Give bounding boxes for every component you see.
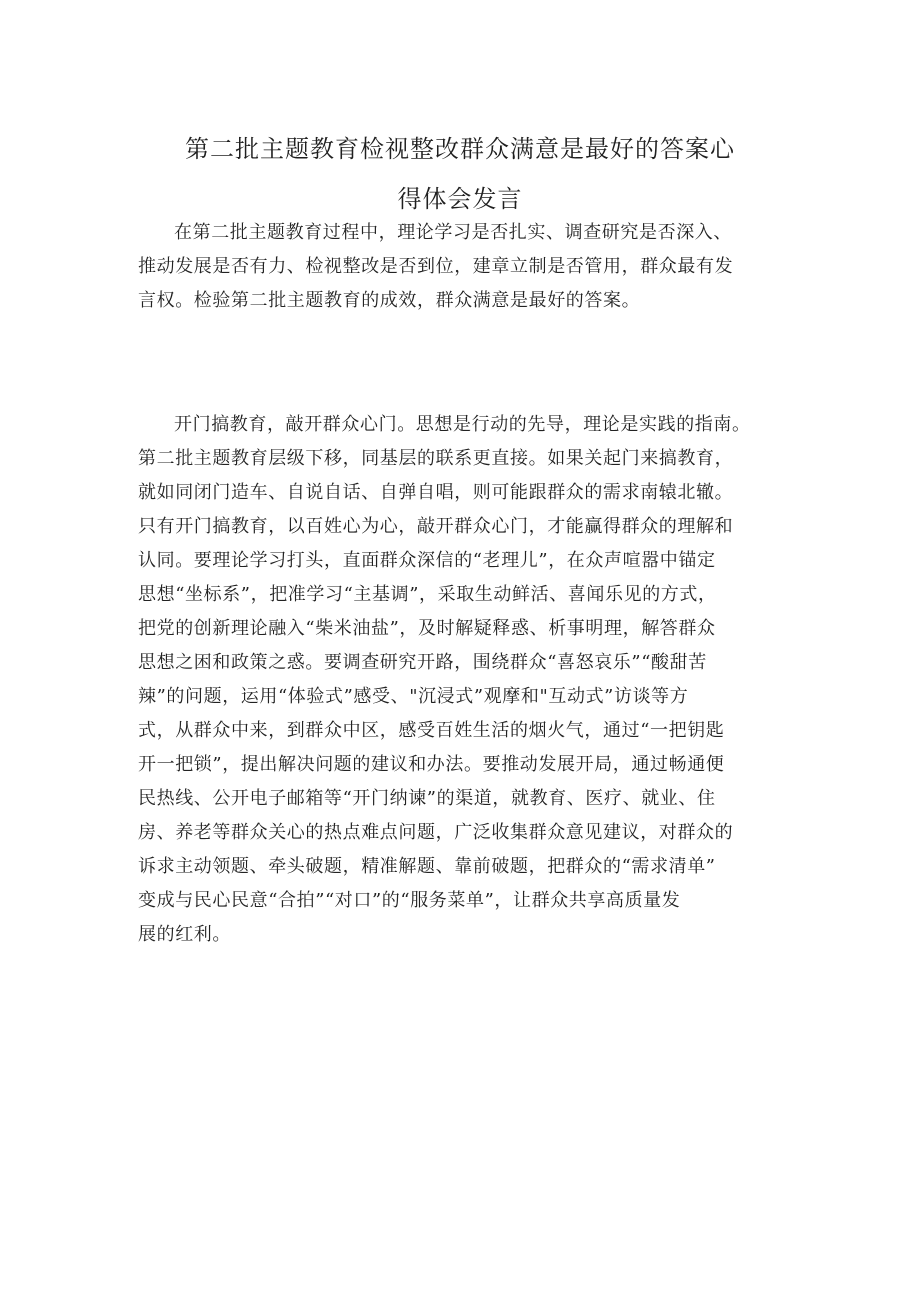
paragraph-2-line: 开门搞教育，敲开群众心门。思想是行动的先导，理论是实践的指南。 (174, 414, 751, 435)
paragraph-2 (138, 408, 798, 952)
paragraph-2-line: 只有开门搞教育，以百姓心为心，敲开群众心门，才能赢得群众的理解和 (138, 516, 734, 537)
paragraph-2-line: 认同。要理论学习打头，直面群众深信的“老理儿”，在众声喧嚣中锚定 (138, 550, 716, 571)
paragraph-2-line: 辣”的问题，运用“体验式”感受、"沉浸式”观摩和"互动式”访谈等方 (138, 686, 689, 707)
paragraph-2-line: 第二批主题教育层级下移，同基层的联系更直接。如果关起门来搞教育， (138, 448, 734, 469)
paragraph-2-line: 民热线、公开电子邮箱等“开门纳谏”的渠道，就教育、医疗、就业、住 (138, 788, 716, 809)
paragraph-2-line: 开一把锁”，提出解决问题的建议和办法。要推动发展开局，通过畅通便 (138, 754, 725, 775)
paragraph-2-line: 房、养老等群众关心的热点难点问题，广泛收集群众意见建议，对群众的 (138, 822, 734, 843)
paragraph-2-line: 诉求主动领题、牵头破题，精准解题、靠前破题，把群众的“需求清单” (138, 856, 716, 877)
paragraph-2-line: 思想之困和政策之惑。要调查研究开路，围绕群众“喜怒哀乐”“酸甜苦 (138, 652, 707, 673)
paragraph-2-line: 展的红利。 (138, 924, 231, 945)
paragraph-1-line: 在第二批主题教育过程中，理论学习是否扎实、调查研究是否深入、 (174, 222, 732, 243)
paragraph-1-line: 推动发展是否有力、检视整改是否到位，建章立制是否管用，群众最有发 (138, 256, 734, 277)
document-title-line-2: 得体会发言 (397, 185, 523, 213)
paragraph-1-line: 言权。检验第二批主题教育的成效，群众满意是最好的答案。 (138, 290, 641, 311)
paragraph-2-line: 就如同闭门造车、自说自话、自弹自唱，则可能跟群众的需求南辕北辙。 (138, 482, 734, 503)
paragraph-1 (138, 216, 798, 318)
paragraph-2-line: 思想“坐标系”，把准学习“主基调”，采取生动鲜活、喜闻乐见的方式， (138, 584, 717, 605)
paragraph-2-line: 变成与民心民意“合拍”“对口”的“服务菜单”，让群众共享高质量发 (138, 890, 681, 911)
document-title-line-1: 第二批主题教育检视整改群众满意是最好的答案心 (185, 135, 735, 163)
paragraph-2-line: 把党的创新理论融入“柴米油盐”，及时解疑释惑、析事明理，解答群众 (138, 618, 716, 639)
paragraph-2-line: 式，从群众中来，到群众中区，感受百姓生活的烟火气，通过“一把钥匙 (138, 720, 725, 741)
